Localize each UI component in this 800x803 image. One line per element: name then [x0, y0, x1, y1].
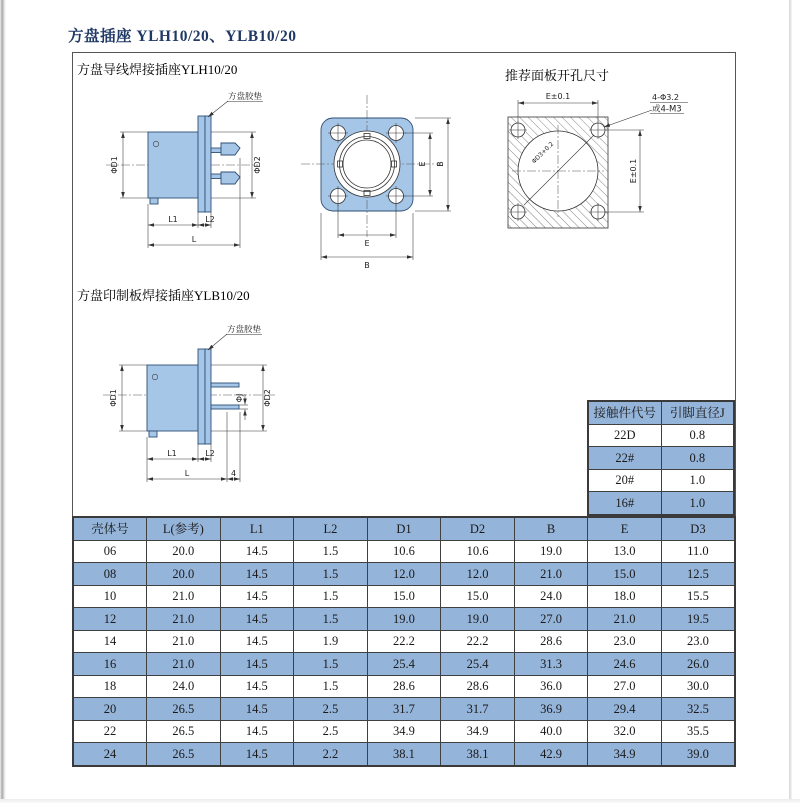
dim_table-cell: 36.0 [514, 675, 588, 698]
dim_table-row [73, 743, 735, 766]
dim_table-cell: 25.4 [367, 653, 441, 676]
page-bottom-edge [0, 799, 800, 803]
dim_table-cell: 34.9 [441, 720, 515, 743]
dim_table-header-cell: L(参考) [147, 517, 221, 540]
dim_table-cell: 19.0 [441, 608, 515, 631]
dim_table-cell: 29.4 [588, 698, 662, 721]
contact_table-header-cell: 引脚直径J [661, 401, 734, 424]
dim_table-cell: 38.1 [367, 743, 441, 766]
dim_table-cell: 34.9 [588, 743, 662, 766]
contact_table-cell: 1.0 [661, 469, 734, 492]
contact-code-table [587, 400, 735, 516]
dim-label-e-bottom: E [364, 239, 370, 248]
dim_table-cell: 15.0 [367, 585, 441, 608]
contact_table-cell: 20# [588, 469, 661, 492]
panel-cutout-drawing [492, 90, 732, 245]
dim_table-cell: 30.0 [661, 675, 735, 698]
dim_table-cell: 18 [73, 675, 147, 698]
gasket-label: 方盘胶垫 [228, 92, 263, 102]
dim_table-cell: 1.5 [294, 653, 368, 676]
front-view-drawing [293, 85, 483, 270]
dim_table-cell: 21.0 [588, 608, 662, 631]
connector-body [147, 365, 198, 431]
dim_table-cell: 14.5 [220, 563, 294, 586]
dim_table-cell: 25.4 [441, 653, 515, 676]
dim_table-cell: 15.0 [588, 563, 662, 586]
ylb-side-view-drawing [95, 320, 345, 505]
dim-label-pin-4: 4 [230, 469, 237, 478]
dim_table-cell: 10.6 [441, 540, 515, 563]
dim_table-cell: 31.3 [514, 653, 588, 676]
contact_table-row [588, 447, 734, 470]
contact_table-cell: 22D [588, 424, 661, 447]
dim_table-cell: 28.6 [367, 675, 441, 698]
dim_table-cell: 27.0 [588, 675, 662, 698]
contact_table-header-cell: 接触件代号 [588, 401, 661, 424]
dim_table-cell: 20.0 [147, 540, 221, 563]
dim_table-cell: 23.0 [588, 630, 662, 653]
page-title: 方盘插座 YLH10/20、YLB10/20 [68, 28, 297, 45]
dim_table-cell: 27.0 [514, 608, 588, 631]
dim-label-e-right: E [418, 161, 427, 167]
dim-label-l1: L1 [168, 215, 178, 224]
solder-lug [221, 172, 240, 184]
dim_table-cell: 06 [73, 540, 147, 563]
dim_table-cell: 31.7 [441, 698, 515, 721]
dim_table-cell: 2.2 [294, 743, 368, 766]
dim_table-cell: 14.5 [220, 540, 294, 563]
dim_table-cell: 24 [73, 743, 147, 766]
dim_table-row [73, 720, 735, 743]
dim_table-cell: 36.9 [514, 698, 588, 721]
dim-label-l2: L2 [205, 449, 215, 458]
contact_table-cell: 0.8 [661, 424, 734, 447]
dim_table-cell: 21.0 [147, 653, 221, 676]
hole-note-line2: 或4-M3 [652, 104, 682, 115]
dim_table-row [73, 608, 735, 631]
dim_table-row [73, 563, 735, 586]
dim_table-cell: 1.5 [294, 585, 368, 608]
section-label-ylh: 方盘导线焊接插座YLH10/20 [77, 62, 238, 77]
dim_table-header-cell: 壳体号 [73, 517, 147, 540]
ylh-side-view-drawing [98, 88, 313, 258]
dim_table-cell: 42.9 [514, 743, 588, 766]
dim-label-phid2: ΦD2 [253, 156, 262, 174]
dim_table-cell: 20.0 [147, 563, 221, 586]
dim_table-cell: 19.5 [661, 608, 735, 631]
dim_table-cell: 15.5 [661, 585, 735, 608]
dim_table-row [73, 585, 735, 608]
dim_table-cell: 24.0 [147, 675, 221, 698]
dim_table-cell: 12.0 [441, 563, 515, 586]
dim_table-cell: 12.5 [661, 563, 735, 586]
dim_table-cell: 15.0 [441, 585, 515, 608]
dim_table-cell: 39.0 [661, 743, 735, 766]
dim_table-header-cell: D1 [367, 517, 441, 540]
dim_table-cell: 28.6 [441, 675, 515, 698]
contact_table-cell: 1.0 [661, 492, 734, 515]
dim_table-cell: 14.5 [220, 585, 294, 608]
dim_table-cell: 26.5 [147, 698, 221, 721]
section-label-cutout: 推荐面板开孔尺寸 [505, 68, 610, 83]
dim_table-cell: 26.5 [147, 743, 221, 766]
dim-label-l1: L1 [167, 449, 177, 458]
dim_table-cell: 35.5 [661, 720, 735, 743]
dim_table-cell: 14 [73, 630, 147, 653]
dim_table-cell: 18.0 [588, 585, 662, 608]
dim_table-cell: 10 [73, 585, 147, 608]
dim-label-l2: L2 [205, 215, 215, 224]
dim-label-phid2: ΦD2 [263, 389, 272, 407]
dim_table-cell: 1.9 [294, 630, 368, 653]
dim-label-e-top: E±0.1 [545, 92, 571, 101]
dim_table-cell: 23.0 [661, 630, 735, 653]
dim_table-cell: 21.0 [514, 563, 588, 586]
flange [198, 349, 205, 444]
dim_table-cell: 21.0 [147, 608, 221, 631]
page-left-edge [0, 0, 6, 803]
shell-dimension-table [72, 516, 736, 767]
contact_table-cell: 22# [588, 447, 661, 470]
section-label-ylb: 方盘印制板焊接插座YLB10/20 [77, 288, 250, 303]
dim_table-row [73, 540, 735, 563]
dim_table-row [73, 630, 735, 653]
dim_table-cell: 14.5 [220, 720, 294, 743]
dim_table-cell: 14.5 [220, 653, 294, 676]
dim_table-cell: 21.0 [147, 630, 221, 653]
dim_table-header-cell: D3 [661, 517, 735, 540]
dim_table-row [73, 653, 735, 676]
dim_table-cell: 32.5 [661, 698, 735, 721]
connector-body [148, 132, 198, 198]
dim_table-cell: 22.2 [441, 630, 515, 653]
dim_table-cell: 19.0 [367, 608, 441, 631]
dim_table-cell: 31.7 [367, 698, 441, 721]
dim_table-cell: 2.5 [294, 720, 368, 743]
flange [198, 116, 205, 212]
contact_table-row [588, 424, 734, 447]
contact_table-header-row [588, 401, 734, 424]
dim_table-cell: 38.1 [441, 743, 515, 766]
contact_table-row [588, 492, 734, 515]
dim_table-cell: 28.6 [514, 630, 588, 653]
dim_table-cell: 14.5 [220, 630, 294, 653]
pcb-pin [211, 383, 239, 387]
dim-label-phid1: ΦD1 [110, 156, 119, 174]
dim_table-cell: 14.5 [220, 698, 294, 721]
dim_table-cell: 10.6 [367, 540, 441, 563]
dim_table-row [73, 675, 735, 698]
contact_table-row [588, 469, 734, 492]
dim_table-cell: 19.0 [514, 540, 588, 563]
dim_table-cell: 14.5 [220, 743, 294, 766]
dim_table-cell: 1.5 [294, 608, 368, 631]
dim_table-cell: 14.5 [220, 608, 294, 631]
dim_table-row [73, 698, 735, 721]
dim_table-header-row [73, 517, 735, 540]
contact_table-cell: 0.8 [661, 447, 734, 470]
page-right-edge [789, 0, 792, 803]
dim_table-header-cell: D2 [441, 517, 515, 540]
dim_table-cell: 24.6 [588, 653, 662, 676]
dim_table-header-cell: L1 [220, 517, 294, 540]
dim_table-cell: 2.5 [294, 698, 368, 721]
dim-label-e-side: E±0.1 [629, 158, 638, 184]
dim_table-cell: 20 [73, 698, 147, 721]
dim_table-cell: 22.2 [367, 630, 441, 653]
dim-label-l: L [191, 235, 197, 244]
dim_table-cell: 11.0 [661, 540, 735, 563]
dim_table-cell: 08 [73, 563, 147, 586]
dim-label-phij: ΦJ [235, 393, 244, 403]
dim-label-phid1: ΦD1 [109, 389, 118, 407]
dim_table-cell: 13.0 [588, 540, 662, 563]
dim_table-cell: 26.0 [661, 653, 735, 676]
dim_table-cell: 22 [73, 720, 147, 743]
dim_table-cell: 24.0 [514, 585, 588, 608]
dim-label-cutout-dia: ΦD3+0.2 [530, 140, 556, 166]
dim_table-cell: 12 [73, 608, 147, 631]
dim_table-header-cell: E [588, 517, 662, 540]
dim_table-header-cell: B [514, 517, 588, 540]
dim_table-cell: 1.5 [294, 675, 368, 698]
dim-label-l: L [184, 469, 190, 478]
dim_table-cell: 1.5 [294, 563, 368, 586]
shell-ring [334, 131, 400, 197]
dim_table-cell: 26.5 [147, 720, 221, 743]
dim_table-cell: 21.0 [147, 585, 221, 608]
solder-lug [221, 143, 240, 155]
dim-label-b-right: B [436, 161, 445, 167]
dim_table-cell: 16 [73, 653, 147, 676]
hole-note-line1: 4-Φ3.2 [652, 93, 679, 102]
gasket-label: 方盘胶垫 [227, 325, 262, 335]
dim_table-header-cell: L2 [294, 517, 368, 540]
pcb-pin [211, 405, 239, 409]
dim-label-b-bottom: B [364, 261, 370, 270]
dim_table-cell: 1.5 [294, 540, 368, 563]
dim_table-cell: 12.0 [367, 563, 441, 586]
contact_table-cell: 16# [588, 492, 661, 515]
dim_table-cell: 40.0 [514, 720, 588, 743]
dim_table-cell: 14.5 [220, 675, 294, 698]
dim_table-cell: 32.0 [588, 720, 662, 743]
dim_table-cell: 34.9 [367, 720, 441, 743]
